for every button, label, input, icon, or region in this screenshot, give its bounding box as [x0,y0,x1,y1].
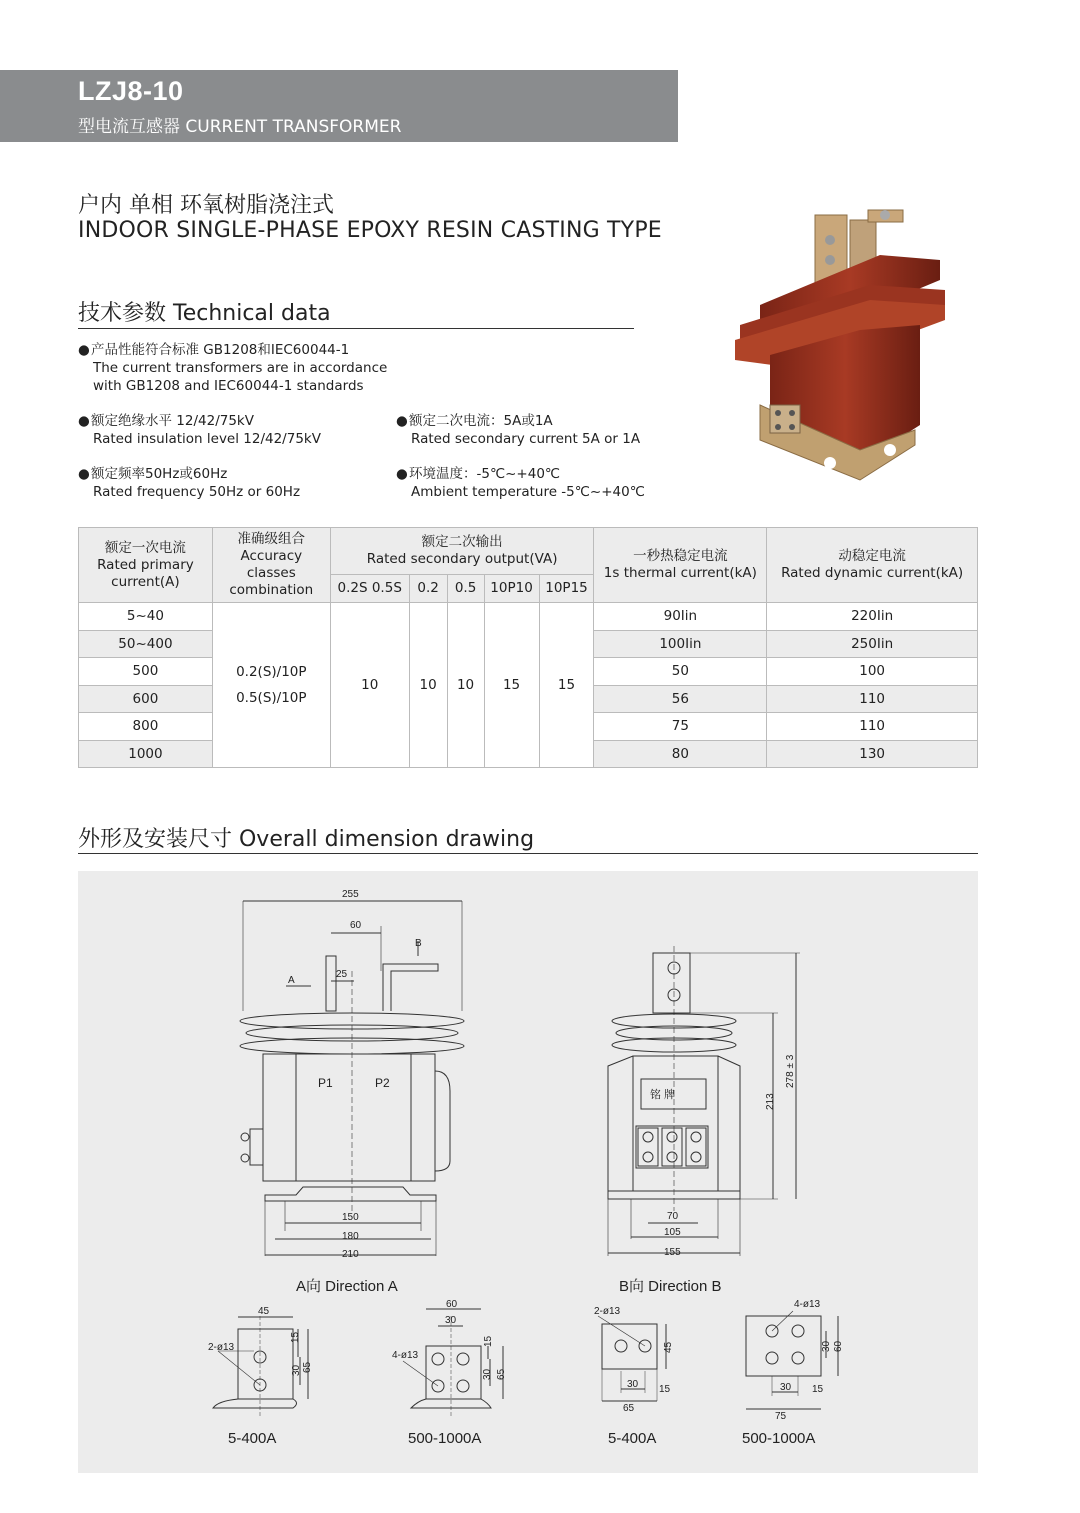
technical-data-table [78,527,978,768]
product-subtitle: 型电流互感器 CURRENT TRANSFORMER [78,117,402,137]
model-number: LZJ8-10 [78,76,184,106]
caption-direction-a: A向 Direction A [296,1278,398,1295]
detail1-d3: 30 [291,1364,302,1376]
detail3-hole: 2-ø13 [594,1306,621,1317]
detail1-d1: 45 [258,1306,270,1317]
detail1-label: 5-400A [228,1430,277,1447]
cell-thermal: 50 [594,658,767,686]
spec-standard: ●产品性能符合标准 GB1208和IEC60044-1 The current transformers are in accordance with GB1208 and IEC60044-1 standards [78,342,388,394]
detail2-d3: 15 [483,1335,494,1347]
direction-a-view [240,901,464,1256]
cell-thermal: 100Iin [594,630,767,658]
dim-255: 255 [342,889,359,900]
detail3-d2: 30 [627,1379,639,1390]
detail4-d5: 75 [775,1411,787,1422]
cell-output: 15 [484,603,539,768]
header-primary-current: 额定一次电流 Rated primary current(A) [79,528,213,603]
dim-150: 150 [342,1212,359,1223]
dim-210: 210 [342,1249,359,1260]
cell-primary: 1000 [79,740,213,768]
header-dynamic-current: 动稳定电流 Rated dynamic current(kA) [767,528,978,603]
header-accuracy: 准确级组合 Accuracy classes combination [212,528,330,603]
detail4-d2: 60 [833,1340,844,1352]
type-cn: 户内 单相 环氧树脂浇注式 [78,193,334,218]
cell-output: 15 [539,603,594,768]
detail4-label: 500-1000A [742,1430,816,1447]
spec-ambient: ●环境温度：-5℃~+40℃ Ambient temperature -5℃~+40℃ [396,466,645,500]
cell-dynamic: 110 [767,713,978,741]
detail2-label: 500-1000A [408,1430,482,1447]
detail4-d4: 15 [812,1384,824,1395]
detail3-d3: 15 [659,1384,671,1395]
dim-213: 213 [765,1093,776,1110]
cell-primary: 600 [79,685,213,713]
cell-primary: 800 [79,713,213,741]
detail1-d2: 15 [290,1331,301,1343]
detail4-d3: 30 [780,1382,792,1393]
nameplate-label: 铭 牌 [650,1089,676,1101]
label-b: B [415,938,422,949]
detail2-d4: 30 [482,1368,493,1380]
detail3-d1: 45 [663,1341,674,1353]
spec-insulation: ●额定绝缘水平 12/42/75kV Rated insulation level 12/42/75kV [78,413,321,447]
cell-thermal: 56 [594,685,767,713]
dim-180: 180 [342,1231,359,1242]
dimension-drawing-panel [78,871,978,1473]
header-output-col: 10P15 [539,575,594,603]
dim-25: 25 [336,969,348,980]
detail3-d4: 65 [623,1403,635,1414]
tech-data-heading: 技术参数 Technical data [78,296,634,329]
detail1-hole: 2-ø13 [208,1342,235,1353]
header-output-col: 0.5 [447,575,484,603]
detail2-d2: 30 [445,1315,457,1326]
cell-output: 10 [447,603,484,768]
detail1-d4: 65 [302,1361,313,1373]
cell-dynamic: 130 [767,740,978,768]
spec-secondary-current: ●额定二次电流：5A或1A Rated secondary current 5A or 1A [396,413,641,447]
detail2-d1: 60 [446,1299,458,1310]
label-p2: P2 [375,1076,390,1090]
cell-output: 10 [409,603,447,768]
table-row [79,603,978,631]
detail4-hole: 4-ø13 [794,1299,821,1310]
cell-dynamic: 250Iin [767,630,978,658]
cell-primary: 50~400 [79,630,213,658]
cell-primary: 500 [79,658,213,686]
detail3-label: 5-400A [608,1430,657,1447]
cell-thermal: 80 [594,740,767,768]
dim-105: 105 [664,1227,681,1238]
cell-primary: 5~40 [79,603,213,631]
dimension-drawing [78,871,978,1473]
header-output-col: 0.2 [409,575,447,603]
drawing-heading: 外形及安装尺寸 Overall dimension drawing [78,822,978,854]
cell-dynamic: 110 [767,685,978,713]
detail2-d5: 65 [496,1368,507,1380]
header-secondary-output: 额定二次输出 Rated secondary output(VA) [330,528,594,575]
dim-70: 70 [667,1211,679,1222]
transformer-photo [730,205,950,495]
header-thermal-current: 一秒热稳定电流 1s thermal current(kA) [594,528,767,603]
title-banner [0,70,678,142]
dim-278: 278 ± 3 [785,1054,796,1088]
type-en: INDOOR SINGLE-PHASE EPOXY RESIN CASTING TYPE [78,218,662,243]
label-a: A [288,975,295,986]
detail4-d1: 30 [821,1340,832,1352]
dim-155: 155 [664,1247,681,1258]
header-output-col: 10P10 [484,575,539,603]
header-output-col: 0.2S 0.5S [330,575,409,603]
spec-frequency: ●额定频率50Hz或60Hz Rated frequency 50Hz or 60Hz [78,466,301,500]
cell-dynamic: 220Iin [767,603,978,631]
cell-thermal: 75 [594,713,767,741]
cell-dynamic: 100 [767,658,978,686]
label-p1: P1 [318,1076,333,1090]
detail-b-500-1000 [746,1311,838,1409]
cell-output: 10 [330,603,409,768]
cell-thermal: 90Iin [594,603,767,631]
caption-direction-b: B向 Direction B [619,1278,722,1295]
cell-accuracy: 0.2(S)/10P 0.5(S)/10P [212,603,330,768]
dim-60: 60 [350,920,362,931]
detail2-hole: 4-ø13 [392,1350,419,1361]
